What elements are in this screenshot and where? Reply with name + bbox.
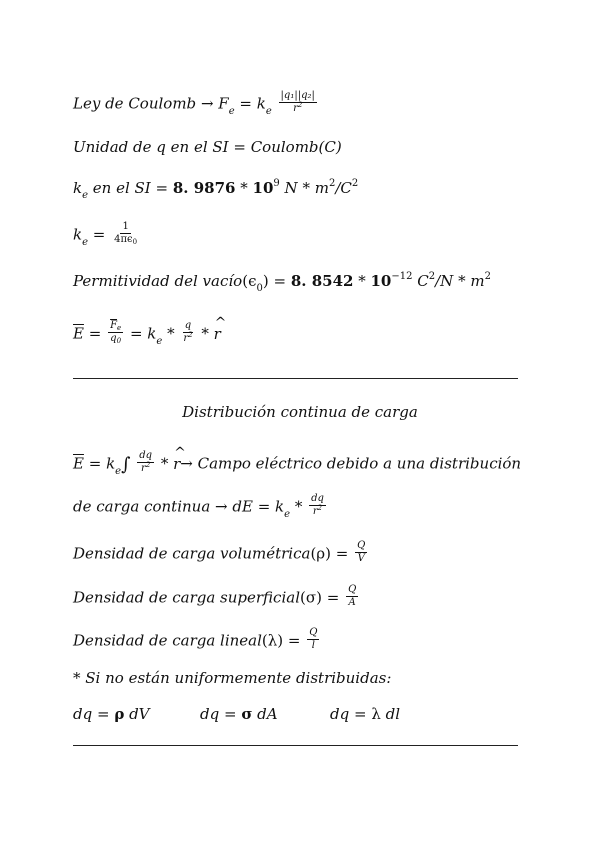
fraction-denominator: $r^2$ (141, 461, 151, 474)
force-subscript: e (228, 105, 235, 117)
k-subscript: e (265, 105, 272, 117)
fraction-denominator: $q_0$ (110, 333, 122, 345)
density-symbol: (σ) (300, 588, 322, 607)
density-label: Densidad de carga volumétrica (73, 544, 311, 563)
fraction-denominator: $r^2$ (183, 331, 193, 344)
k-subscript: e (156, 335, 163, 347)
times-sign: * (235, 179, 253, 197)
permittivity-text: Permitividad del vacío (73, 272, 243, 290)
ke-value: 8. 9876 (172, 179, 236, 197)
unit-q-paren: (C) (318, 138, 342, 156)
times-sign: * (290, 497, 308, 516)
ten: 10 (370, 272, 392, 290)
unit-vector-r: ^ r (214, 324, 221, 344)
times-sign: * (297, 179, 315, 197)
non-uniform-note: * Si no están uniformemente distribuidas: (73, 669, 392, 687)
fraction-numerator: dq (311, 493, 324, 504)
epsilon-subscript: 0 (256, 283, 263, 294)
field-charge-fraction (181, 320, 194, 345)
integral-description: → Campo eléctrico debido a una distribución (180, 454, 522, 473)
section-title: Distribución continua de carga (182, 403, 418, 421)
k-symbol: k (106, 454, 116, 473)
fraction-numerator: 1 (122, 221, 129, 232)
m-exponent: 2 (328, 178, 336, 189)
fraction-denominator: A (348, 597, 356, 608)
differential-field-line (73, 495, 328, 520)
paren-open: ( (242, 272, 249, 290)
ke-definition-line (73, 223, 141, 248)
unit-q-text: Unidad de q en el SI (73, 138, 229, 156)
unit-vector-r: ^ r (173, 454, 180, 474)
field-symbol: $\overline{E}$ (73, 324, 84, 343)
times-sign: * (162, 324, 180, 343)
c-exponent: 2 (351, 178, 359, 189)
times-sign: * (453, 272, 471, 290)
equals-sign: = (228, 138, 251, 156)
k-subscript: e (82, 190, 89, 201)
fraction-numerator: |q₁||q₂| (280, 90, 315, 101)
unit-c: C (412, 272, 429, 290)
coulomb-fraction (279, 90, 317, 115)
continuation-text: de carga continua → dE (73, 497, 253, 516)
unit-m: m (470, 272, 485, 290)
equals-sign: = (330, 544, 354, 563)
permittivity-line (73, 271, 491, 294)
ke-si-text: en el SI (88, 179, 151, 197)
integral-field-line (73, 452, 521, 477)
fraction-denominator: $r^2$ (312, 504, 323, 517)
equals-sign: = (125, 324, 148, 343)
epsilon-symbol: ϵ (248, 272, 257, 290)
density-fraction (355, 540, 367, 565)
k-symbol: k (147, 324, 157, 343)
arrow: → (200, 94, 214, 113)
k-subscript: e (284, 508, 291, 520)
coulomb-label: Ley de Coulomb (73, 94, 197, 113)
equals-sign: = (234, 94, 257, 113)
k-subscript: e (82, 236, 89, 248)
fraction-numerator: Q (348, 584, 357, 595)
force-symbol: F (218, 94, 229, 113)
paren-close: ) (262, 272, 269, 290)
equals-sign: = (283, 631, 306, 650)
ke-si-line (73, 178, 358, 201)
times-sign: * (196, 324, 214, 343)
equals-sign: = (88, 225, 111, 244)
unit-n: N (279, 179, 298, 197)
differential-lambda: dq = λ dl (330, 705, 401, 723)
fraction-denominator: $4\pi\epsilon_0$ (114, 234, 138, 246)
density-symbol: (ρ) (310, 544, 331, 563)
fraction-denominator: l (311, 640, 315, 651)
equals-sign: = (321, 588, 345, 607)
density-surface-line (73, 586, 360, 611)
divider-1 (73, 378, 518, 379)
unit-q-value: Coulomb (250, 138, 319, 156)
k-symbol: k (275, 497, 285, 516)
density-fraction (307, 627, 319, 652)
equals-sign: = (83, 454, 107, 473)
ten: 10 (252, 179, 274, 197)
exponent: 9 (273, 178, 280, 189)
k-subscript: e (115, 465, 122, 477)
k-symbol: k (73, 179, 83, 197)
unit-m: m (314, 179, 329, 197)
fraction-denominator: $r^2$ (293, 101, 303, 114)
m-exponent: 2 (484, 271, 491, 282)
fraction-numerator: Q (309, 627, 318, 638)
integral-fraction (137, 450, 154, 475)
fraction-denominator: V (357, 553, 365, 564)
equals-sign: = (83, 324, 107, 343)
density-symbol: (λ) (261, 631, 284, 650)
unit-q-line (73, 137, 342, 157)
density-volumetric-line (73, 542, 369, 567)
equals-sign: = (252, 497, 276, 516)
k-symbol: k (73, 225, 83, 244)
times-sign: * (156, 454, 174, 473)
coulomb-law-line (73, 92, 319, 117)
equals-sign: = (150, 179, 173, 197)
differential-rho: dq = ρ dV (73, 705, 150, 723)
density-label: Densidad de carga superficial (73, 588, 300, 607)
electric-field-line (73, 322, 221, 347)
differential-sigma: dq = σ dA (200, 705, 278, 723)
k-symbol: k (256, 94, 266, 113)
fraction-numerator: dq (139, 450, 153, 461)
times-sign: * (353, 272, 371, 290)
fraction-numerator: Q (357, 540, 366, 551)
fraction-numerator: q (184, 320, 192, 331)
differential-fraction (309, 493, 326, 518)
unit-n: /N (435, 272, 454, 290)
density-label: Densidad de carga lineal (73, 631, 262, 650)
field-symbol: $\overline{E}$ (73, 454, 84, 473)
exponent: −12 (391, 271, 413, 282)
divider-2 (73, 745, 518, 746)
equals-sign: = (268, 272, 291, 290)
permittivity-value: 8. 8542 (290, 272, 354, 290)
unit-c: /C (335, 179, 352, 197)
field-force-fraction (108, 320, 123, 345)
density-linear-line (73, 629, 321, 654)
ke-fraction (112, 221, 139, 246)
fraction-numerator: $\overline{F}_e$ (110, 320, 122, 332)
c-exponent: 2 (428, 271, 436, 282)
density-fraction (346, 584, 358, 609)
integral-sign: ∫ (121, 453, 131, 475)
